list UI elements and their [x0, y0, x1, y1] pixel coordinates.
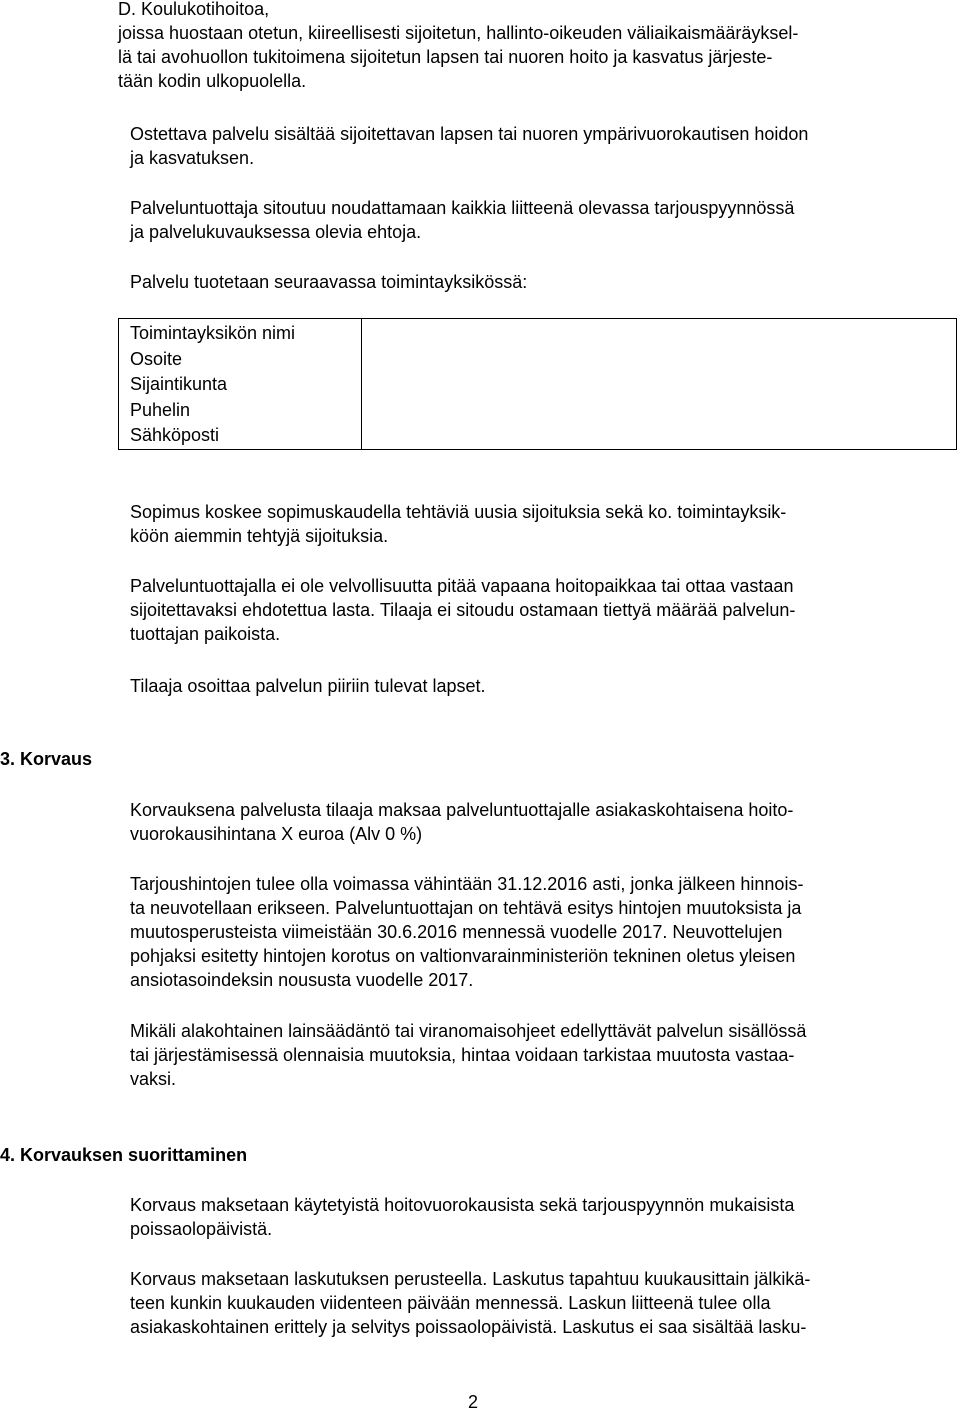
text-line: pohjaksi esitetty hintojen korotus on valtionvarainministeriön tekninen oletus yleisen [130, 946, 796, 966]
text-line: tai järjestämisessä olennaisia muutoksia, hintaa voidaan tarkistaa muutosta vastaa- [130, 1045, 795, 1065]
text-line: vuorokausihintana X euroa (Alv 0 %) [130, 824, 423, 844]
unit-info-labels-cell [119, 319, 362, 450]
section-3-heading: 3. Korvaus [0, 749, 93, 769]
text-line: Palveluntuottajalla ei ole velvollisuutta pitää vapaana hoitopaikkaa tai ottaa vastaan [130, 576, 794, 596]
text-line: ja kasvatuksen. [130, 148, 255, 168]
text-line: Ostettava palvelu sisältää sijoitettavan lapsen tai nuoren ympärivuorokautisen hoidon [130, 124, 809, 144]
section-d-paragraph-7: Tilaaja osoittaa palvelun piiriin tulevat lapset. [130, 676, 486, 696]
text-line: Korvaus maksetaan käytetyistä hoitovuorokausista sekä tarjouspyynnön mukaisista [130, 1195, 795, 1215]
unit-info-table [118, 318, 957, 450]
text-line: tuottajan paikoista. [130, 624, 281, 644]
text-line: tään kodin ulkopuolella. [118, 71, 307, 91]
text-line: Mikäli alakohtainen lainsäädäntö tai viranomaisohjeet edellyttävät palvelun sisällössä [130, 1021, 807, 1041]
unit-info-value-cell [362, 319, 957, 450]
section-d-paragraph-4: Palvelu tuotetaan seuraavassa toimintayksikössä: [130, 272, 528, 292]
text-line: Palveluntuottaja sitoutuu noudattamaan kaikkia liitteenä olevassa tarjouspyynnössä [130, 198, 795, 218]
text-line: teen kunkin kuukauden viidenteen päivään mennessä. Laskun liitteenä tulee olla [130, 1293, 771, 1313]
text-line: vaksi. [130, 1069, 177, 1089]
page-number: 2 [467, 1392, 478, 1412]
text-line: muutosperusteista viimeistään 30.6.2016 mennessä vuodelle 2017. Neuvottelujen [130, 922, 783, 942]
text-line: Sopimus koskee sopimuskaudella tehtäviä uusia sijoituksia sekä ko. toimintayksik- [130, 502, 787, 522]
unit-municipality-label: Sijaintikunta [130, 374, 228, 395]
text-line: Tarjoushintojen tulee olla voimassa vähintään 31.12.2016 asti, jonka jälkeen hinnois- [130, 874, 804, 894]
text-line: Korvauksena palvelusta tilaaja maksaa palveluntuottajalle asiakaskohtaisena hoito- [130, 800, 794, 820]
text-line: sijoitettavaksi ehdotettua lasta. Tilaaja ei sitoudu ostamaan tiettyä määrää palvelun- [130, 600, 796, 620]
unit-phone-label: Puhelin [130, 399, 191, 420]
text-line: ta neuvotellaan erikseen. Palveluntuottajan on tehtävä esitys hintojen muutoksista ja [130, 898, 802, 918]
text-line: joissa huostaan otetun, kiireellisesti sijoitetun, hallinto-oikeuden väliaikaismääräyksel- [118, 23, 799, 43]
unit-address-label: Osoite [130, 348, 183, 369]
text-line: Korvaus maksetaan laskutuksen perusteella. Laskutus tapahtuu kuukausittain jälkikä- [130, 1269, 811, 1289]
section-d-title: D. Koulukotihoitoa, [118, 0, 270, 19]
unit-email-label: Sähköposti [130, 425, 220, 446]
text-line: asiakaskohtainen erittely ja selvitys poissaolopäivistä. Laskutus ei saa sisältää lasku- [130, 1317, 807, 1337]
text-line: ja palvelukuvauksessa olevia ehtoja. [130, 222, 422, 242]
text-line: köön aiemmin tehtyjä sijoituksia. [130, 526, 389, 546]
section-4-heading: 4. Korvauksen suorittaminen [0, 1145, 248, 1165]
text-line: lä tai avohuollon tukitoimena sijoitetun lapsen tai nuoren hoito ja kasvatus järjeste- [118, 47, 773, 67]
text-line: poissaolopäivistä. [130, 1219, 273, 1239]
unit-name-label: Toimintayksikön nimi [130, 323, 296, 343]
text-line: ansiotasoindeksin noususta vuodelle 2017. [130, 970, 474, 990]
